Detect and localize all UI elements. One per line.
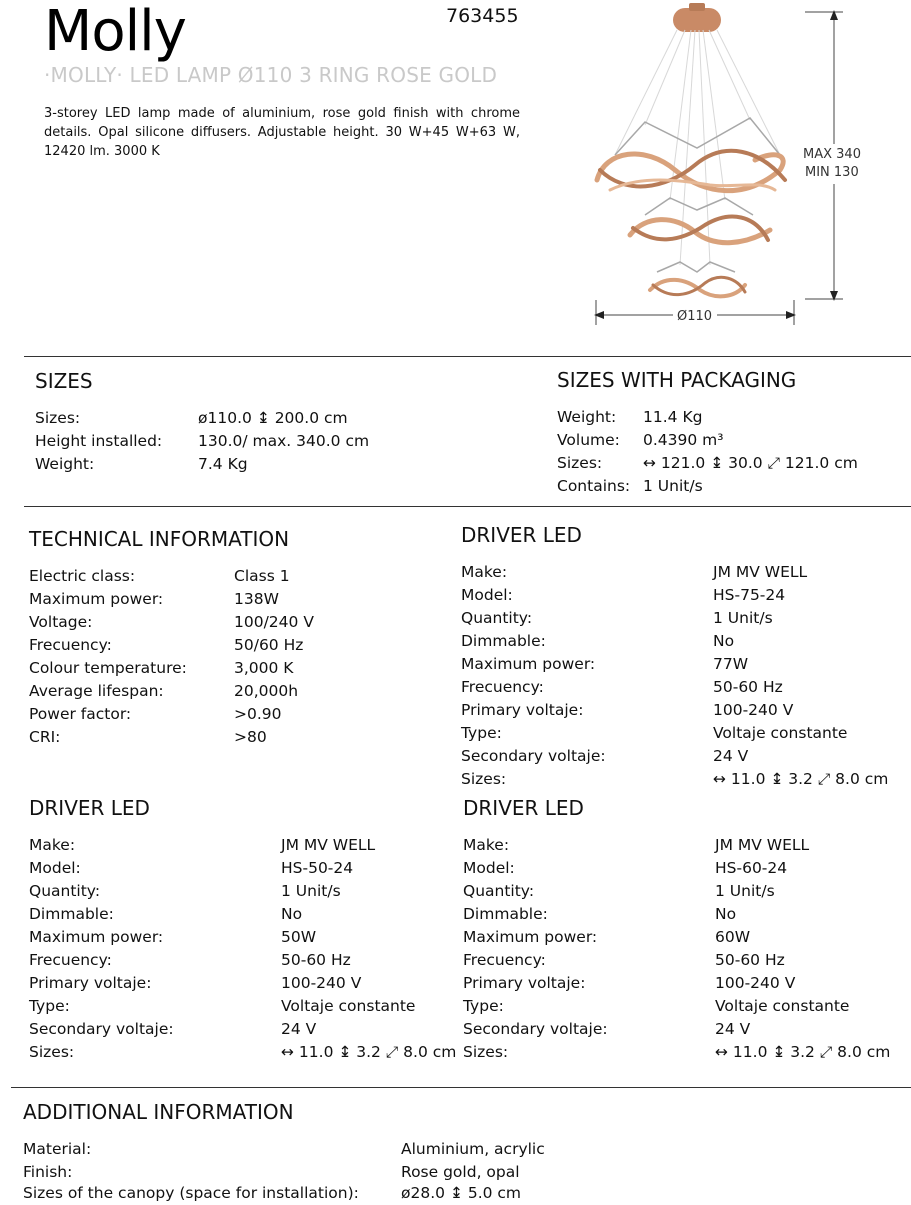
row-value: 100-240 V [281, 974, 362, 992]
row-value: ↔ 11.0 ↨ 3.2 ⤢ 8.0 cm [713, 770, 889, 788]
row-label: Contains: [557, 477, 631, 495]
row-value: 3,000 K [234, 659, 294, 677]
row-label: Average lifespan: [29, 682, 164, 700]
row-value: 77W [713, 655, 749, 673]
driver-led-2-heading: DRIVER LED [29, 796, 150, 820]
row-value: JM MV WELL [715, 836, 810, 854]
product-title: Molly [44, 0, 186, 64]
row-value: ↔ 11.0 ↨ 3.2 ⤢ 8.0 cm [715, 1043, 891, 1061]
row-label: Weight: [35, 455, 95, 473]
row-value: Voltaje constante [281, 997, 416, 1015]
row-label: Quantity: [461, 609, 533, 627]
row-label: Sizes: [35, 409, 81, 427]
chrome-arms [615, 118, 780, 272]
row-label: Maximum power: [461, 655, 596, 673]
lamp-ring-bottom [650, 277, 745, 296]
row-label: Make: [29, 836, 76, 854]
row-value: Rose gold, opal [401, 1163, 520, 1181]
row-value: 0.4390 m³ [643, 431, 724, 449]
row-label: Voltage: [29, 613, 93, 631]
row-label: Weight: [557, 408, 617, 426]
row-value: ↔ 121.0 ↨ 30.0 ⤢ 121.0 cm [643, 454, 858, 472]
row-label: Volume: [557, 431, 620, 449]
additional-heading: ADDITIONAL INFORMATION [23, 1100, 294, 1124]
divider [24, 356, 911, 357]
row-value: 50-60 Hz [715, 951, 785, 969]
row-value: 24 V [715, 1020, 751, 1038]
row-value: 24 V [713, 747, 749, 765]
row-value: 11.4 Kg [643, 408, 703, 426]
row-value: ↔ 11.0 ↨ 3.2 ⤢ 8.0 cm [281, 1043, 457, 1061]
row-label: Height installed: [35, 432, 163, 450]
lamp-illustration [585, 0, 885, 330]
technical-heading: TECHNICAL INFORMATION [29, 527, 290, 551]
height-max-label: MAX 340 [803, 147, 861, 162]
row-label: Maximum power: [29, 590, 164, 608]
product-description: 3-storey LED lamp made of aluminium, rose gold finish with chrome details. Opal silicone diffusers. Adjustable height. 30 W+45 W+63 W, 12420 lm. 3000 K [44, 106, 520, 159]
row-value: Aluminium, acrylic [401, 1140, 545, 1158]
row-value: JM MV WELL [713, 563, 808, 581]
row-value: Voltaje constante [715, 997, 850, 1015]
row-label: Colour temperature: [29, 659, 187, 677]
divider [24, 506, 911, 507]
row-label: Sizes: [557, 454, 603, 472]
row-label: Secondary voltaje: [461, 747, 606, 765]
sizes-heading: SIZES [35, 369, 93, 393]
row-label: Sizes: [463, 1043, 509, 1061]
row-value: HS-60-24 [715, 859, 788, 877]
row-value: ø28.0 ↨ 5.0 cm [401, 1184, 522, 1202]
row-label: Type: [461, 724, 502, 742]
row-label: Secondary voltaje: [29, 1020, 174, 1038]
row-value: 60W [715, 928, 751, 946]
row-label: Type: [29, 997, 70, 1015]
row-value: 50-60 Hz [281, 951, 351, 969]
row-label: Primary voltaje: [461, 701, 584, 719]
row-value: 50/60 Hz [234, 636, 304, 654]
row-label: Dimmable: [29, 905, 114, 923]
row-label: CRI: [29, 728, 61, 746]
row-value: 1 Unit/s [643, 477, 703, 495]
row-value: 130.0/ max. 340.0 cm [198, 432, 370, 450]
height-min-label: MIN 130 [805, 165, 859, 180]
row-value: No [281, 905, 303, 923]
product-reference: 763455 [446, 5, 519, 27]
row-label: Sizes: [461, 770, 507, 788]
row-value: JM MV WELL [281, 836, 376, 854]
row-label: Secondary voltaje: [463, 1020, 608, 1038]
row-value: ø110.0 ↨ 200.0 cm [198, 409, 348, 427]
row-label: Finish: [23, 1163, 73, 1181]
row-value: HS-75-24 [713, 586, 786, 604]
row-label: Dimmable: [461, 632, 546, 650]
lamp-canopy [673, 8, 721, 32]
row-value: Class 1 [234, 567, 290, 585]
lamp-ring-middle [630, 217, 770, 243]
driver-led-3-heading: DRIVER LED [463, 796, 584, 820]
diameter-label: Ø110 [677, 309, 713, 324]
row-label: Maximum power: [29, 928, 164, 946]
row-value: No [713, 632, 735, 650]
row-value: 1 Unit/s [281, 882, 341, 900]
row-value: 20,000h [234, 682, 299, 700]
row-label: Frecuency: [461, 678, 544, 696]
row-value: 100/240 V [234, 613, 314, 631]
row-label: Frecuency: [29, 951, 112, 969]
row-value: 1 Unit/s [715, 882, 775, 900]
row-label: Frecuency: [463, 951, 546, 969]
row-label: Power factor: [29, 705, 132, 723]
divider [11, 1087, 911, 1088]
row-label: Model: [463, 859, 515, 877]
row-value: >0.90 [234, 705, 282, 723]
row-label: Primary voltaje: [463, 974, 586, 992]
row-value: 7.4 Kg [198, 455, 248, 473]
row-label: Type: [463, 997, 504, 1015]
row-value: 138W [234, 590, 279, 608]
row-value: 24 V [281, 1020, 317, 1038]
row-label: Make: [463, 836, 510, 854]
row-value: HS-50-24 [281, 859, 354, 877]
row-label: Frecuency: [29, 636, 112, 654]
row-label: Maximum power: [463, 928, 598, 946]
row-value: 50-60 Hz [713, 678, 783, 696]
row-value: 100-240 V [713, 701, 794, 719]
row-value: 100-240 V [715, 974, 796, 992]
row-value: Voltaje constante [713, 724, 848, 742]
row-label: Primary voltaje: [29, 974, 152, 992]
row-label: Make: [461, 563, 508, 581]
row-label: Quantity: [463, 882, 535, 900]
row-label: Sizes: [29, 1043, 75, 1061]
lamp-diagram [585, 0, 885, 330]
row-label: Material: [23, 1140, 92, 1158]
row-label: Model: [29, 859, 81, 877]
row-value: No [715, 905, 737, 923]
row-label: Model: [461, 586, 513, 604]
lamp-ring-top [597, 151, 785, 191]
row-value: 50W [281, 928, 317, 946]
row-label: Dimmable: [463, 905, 548, 923]
row-value: >80 [234, 728, 267, 746]
product-subtitle: ·MOLLY· LED LAMP Ø110 3 RING ROSE GOLD [44, 63, 498, 87]
row-value: 1 Unit/s [713, 609, 773, 627]
row-label: Sizes of the canopy (space for installation): [23, 1184, 359, 1202]
row-label: Electric class: [29, 567, 136, 585]
driver-led-1-heading: DRIVER LED [461, 523, 582, 547]
packaging-heading: SIZES WITH PACKAGING [557, 368, 797, 392]
row-label: Quantity: [29, 882, 101, 900]
